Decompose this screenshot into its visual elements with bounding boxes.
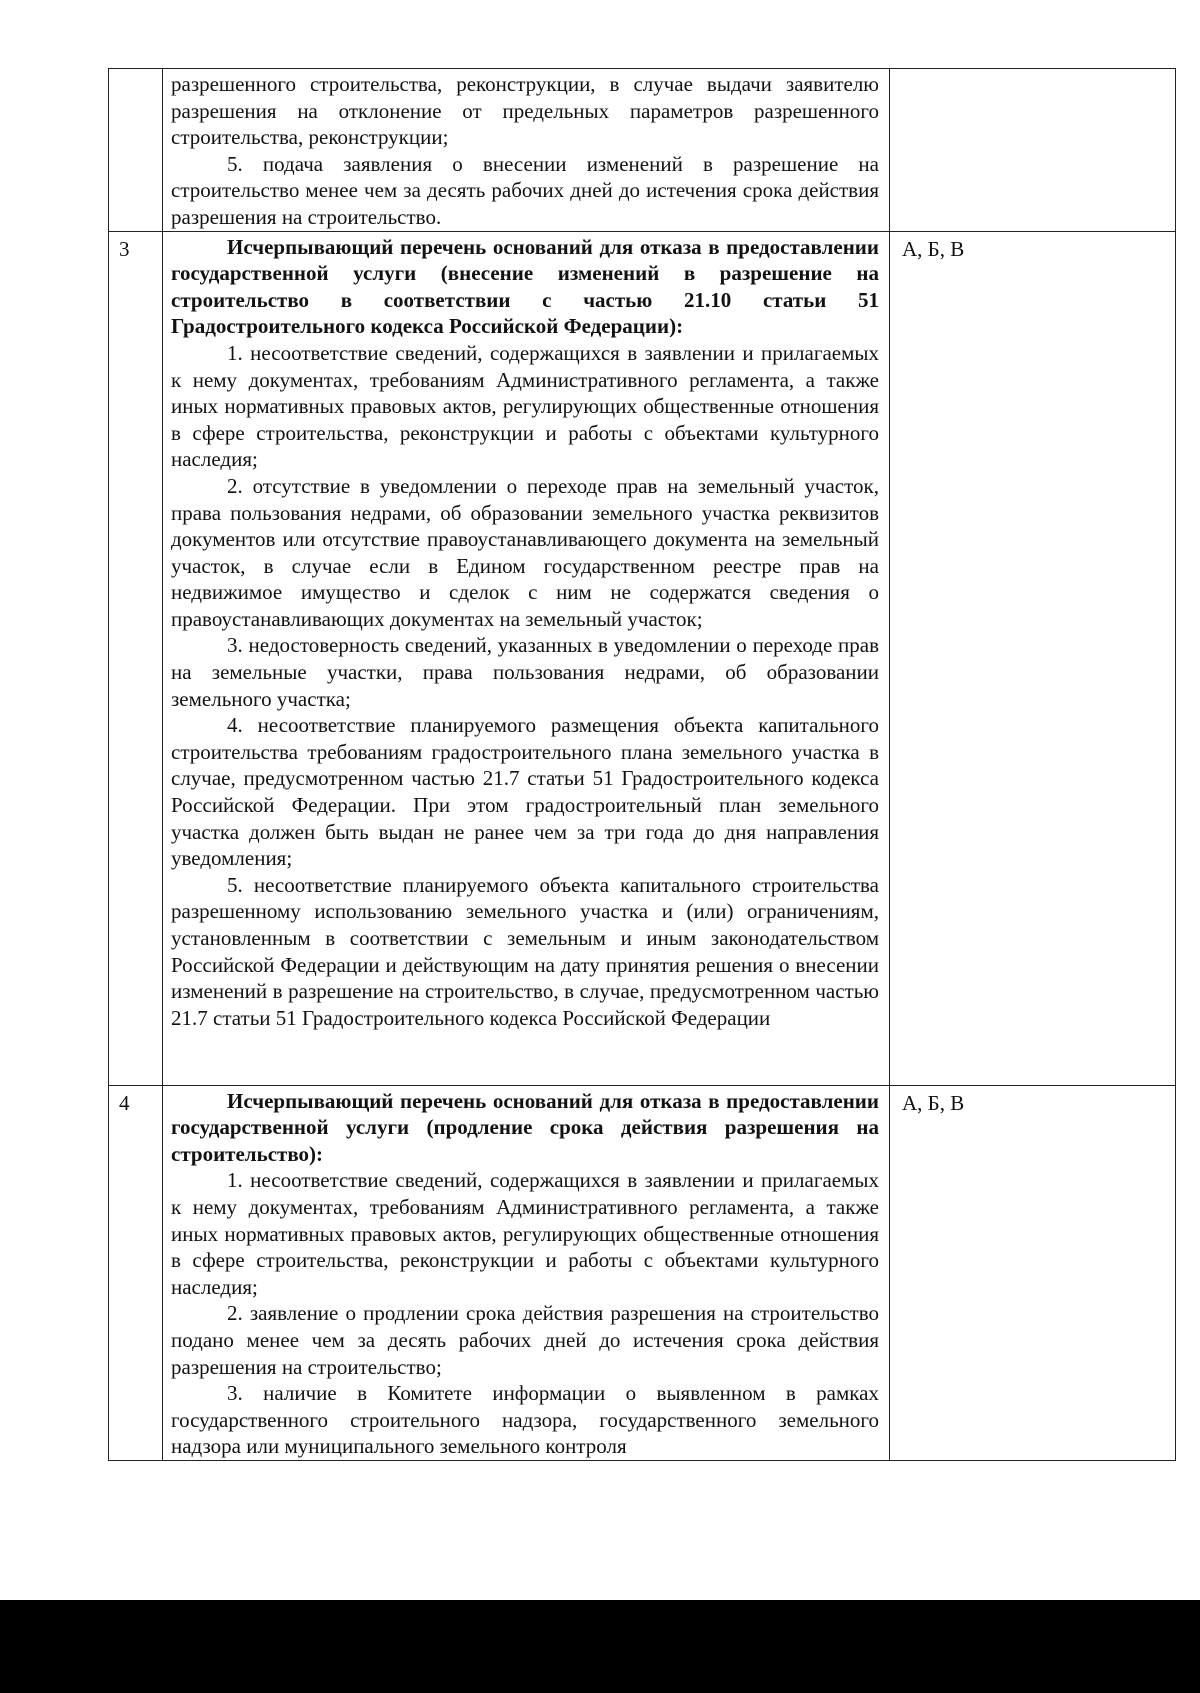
requirements-table <box>108 68 1176 1461</box>
table-row <box>109 1085 1176 1460</box>
row-text-cell <box>163 1085 890 1460</box>
row-codes: А, Б, В <box>902 1090 965 1115</box>
row-codes <box>890 69 1175 73</box>
row-number-cell <box>109 1085 163 1460</box>
table-row <box>109 231 1176 1085</box>
row-number: 4 <box>119 1090 130 1115</box>
paragraph: 3. недостоверность сведений, указанных в уведомлении о переходе прав на земельные участки, права пользования недрами, об образовании земельного участка; <box>171 633 879 711</box>
row-text-cell <box>163 69 890 232</box>
row-number-cell <box>109 231 163 1085</box>
row-number: 3 <box>119 236 130 261</box>
paragraph-heading: Исчерпывающий перечень оснований для отказа в предоставлении государственной услуги (продление срока действия разрешения на строительство): <box>171 1088 879 1166</box>
table-row <box>109 69 1176 232</box>
row-number <box>109 69 162 73</box>
row-number-cell <box>109 69 163 232</box>
paragraph: 4. несоответствие планируемого размещения объекта капитального строительства требованиям градостроительного плана земельного участка в случае, предусмотренном частью 21.7 статьи 51 Градостроительного кодекса Российской Федерации. При этом градостроительный план земельного участка должен быть выдан не ранее чем за три года до дня направления уведомления; <box>171 713 879 871</box>
paragraph: 2. заявление о продлении срока действия разрешения на строительство подано менее чем за десять рабочих дней до истечения срока действия разрешения на строительство; <box>171 1301 879 1379</box>
row-codes-cell <box>890 231 1176 1085</box>
paragraph: разрешенного строительства, реконструкции, в случае выдачи заявителю разрешения на отклонение от предельных параметров разрешенного строительства, реконструкции; <box>171 72 879 150</box>
paragraph: 1. несоответствие сведений, содержащихся в заявлении и прилагаемых к нему документах, требованиям Административного регламента, а также иных нормативных правовых актов, регулирующих общественные отношения в сфере строительства, реконструкции и работы с объектами культурного наследия; <box>171 1168 879 1299</box>
row-codes-cell <box>890 1085 1176 1460</box>
paragraph: 2. отсутствие в уведомлении о переходе прав на земельный участок, права пользования недрами, об образовании земельного участка реквизитов документов или отсутствие правоустанавливающего документа на земельный участок, в случае если в Едином государственном реестре прав на недвижимое имущество и сделок с ним не содержатся сведения о правоустанавливающих документах на земельный участок; <box>171 473 879 631</box>
row-text-cell <box>163 231 890 1085</box>
paragraph: 5. подача заявления о внесении изменений в разрешение на строительство менее чем за десять рабочих дней до истечения срока действия разрешения на строительство. <box>171 151 879 229</box>
paragraph-heading: Исчерпывающий перечень оснований для отказа в предоставлении государственной услуги (внесение изменений в разрешение на строительство в соответствии с частью 21.10 статьи 51 Градостроительного кодекса Российской Федерации): <box>171 234 879 339</box>
table-body <box>109 69 1176 1461</box>
scan-border-band <box>0 1600 1200 1693</box>
paragraph: 5. несоответствие планируемого объекта капитального строительства разрешенному использованию земельного участка и (или) ограничениям, установленным в соответствии с земельным и иным законодательством Российской Федерации и действующим на дату принятия решения о внесении изменений в разрешение на строительство, в случае, предусмотренном частью 21.7 статьи 51 Градостроительного кодекса Российской Федерации <box>171 872 879 1030</box>
row-codes: А, Б, В <box>902 236 965 261</box>
paragraph: 3. наличие в Комитете информации о выявленном в рамках государственного строительного надзора, государственного земельного надзора или муниципального земельного контроля <box>171 1381 879 1459</box>
paragraph: 1. несоответствие сведений, содержащихся в заявлении и прилагаемых к нему документах, требованиям Административного регламента, а также иных нормативных правовых актов, регулирующих общественные отношения в сфере строительства, реконструкции и работы с объектами культурного наследия; <box>171 340 879 472</box>
row-codes-cell <box>890 69 1176 232</box>
